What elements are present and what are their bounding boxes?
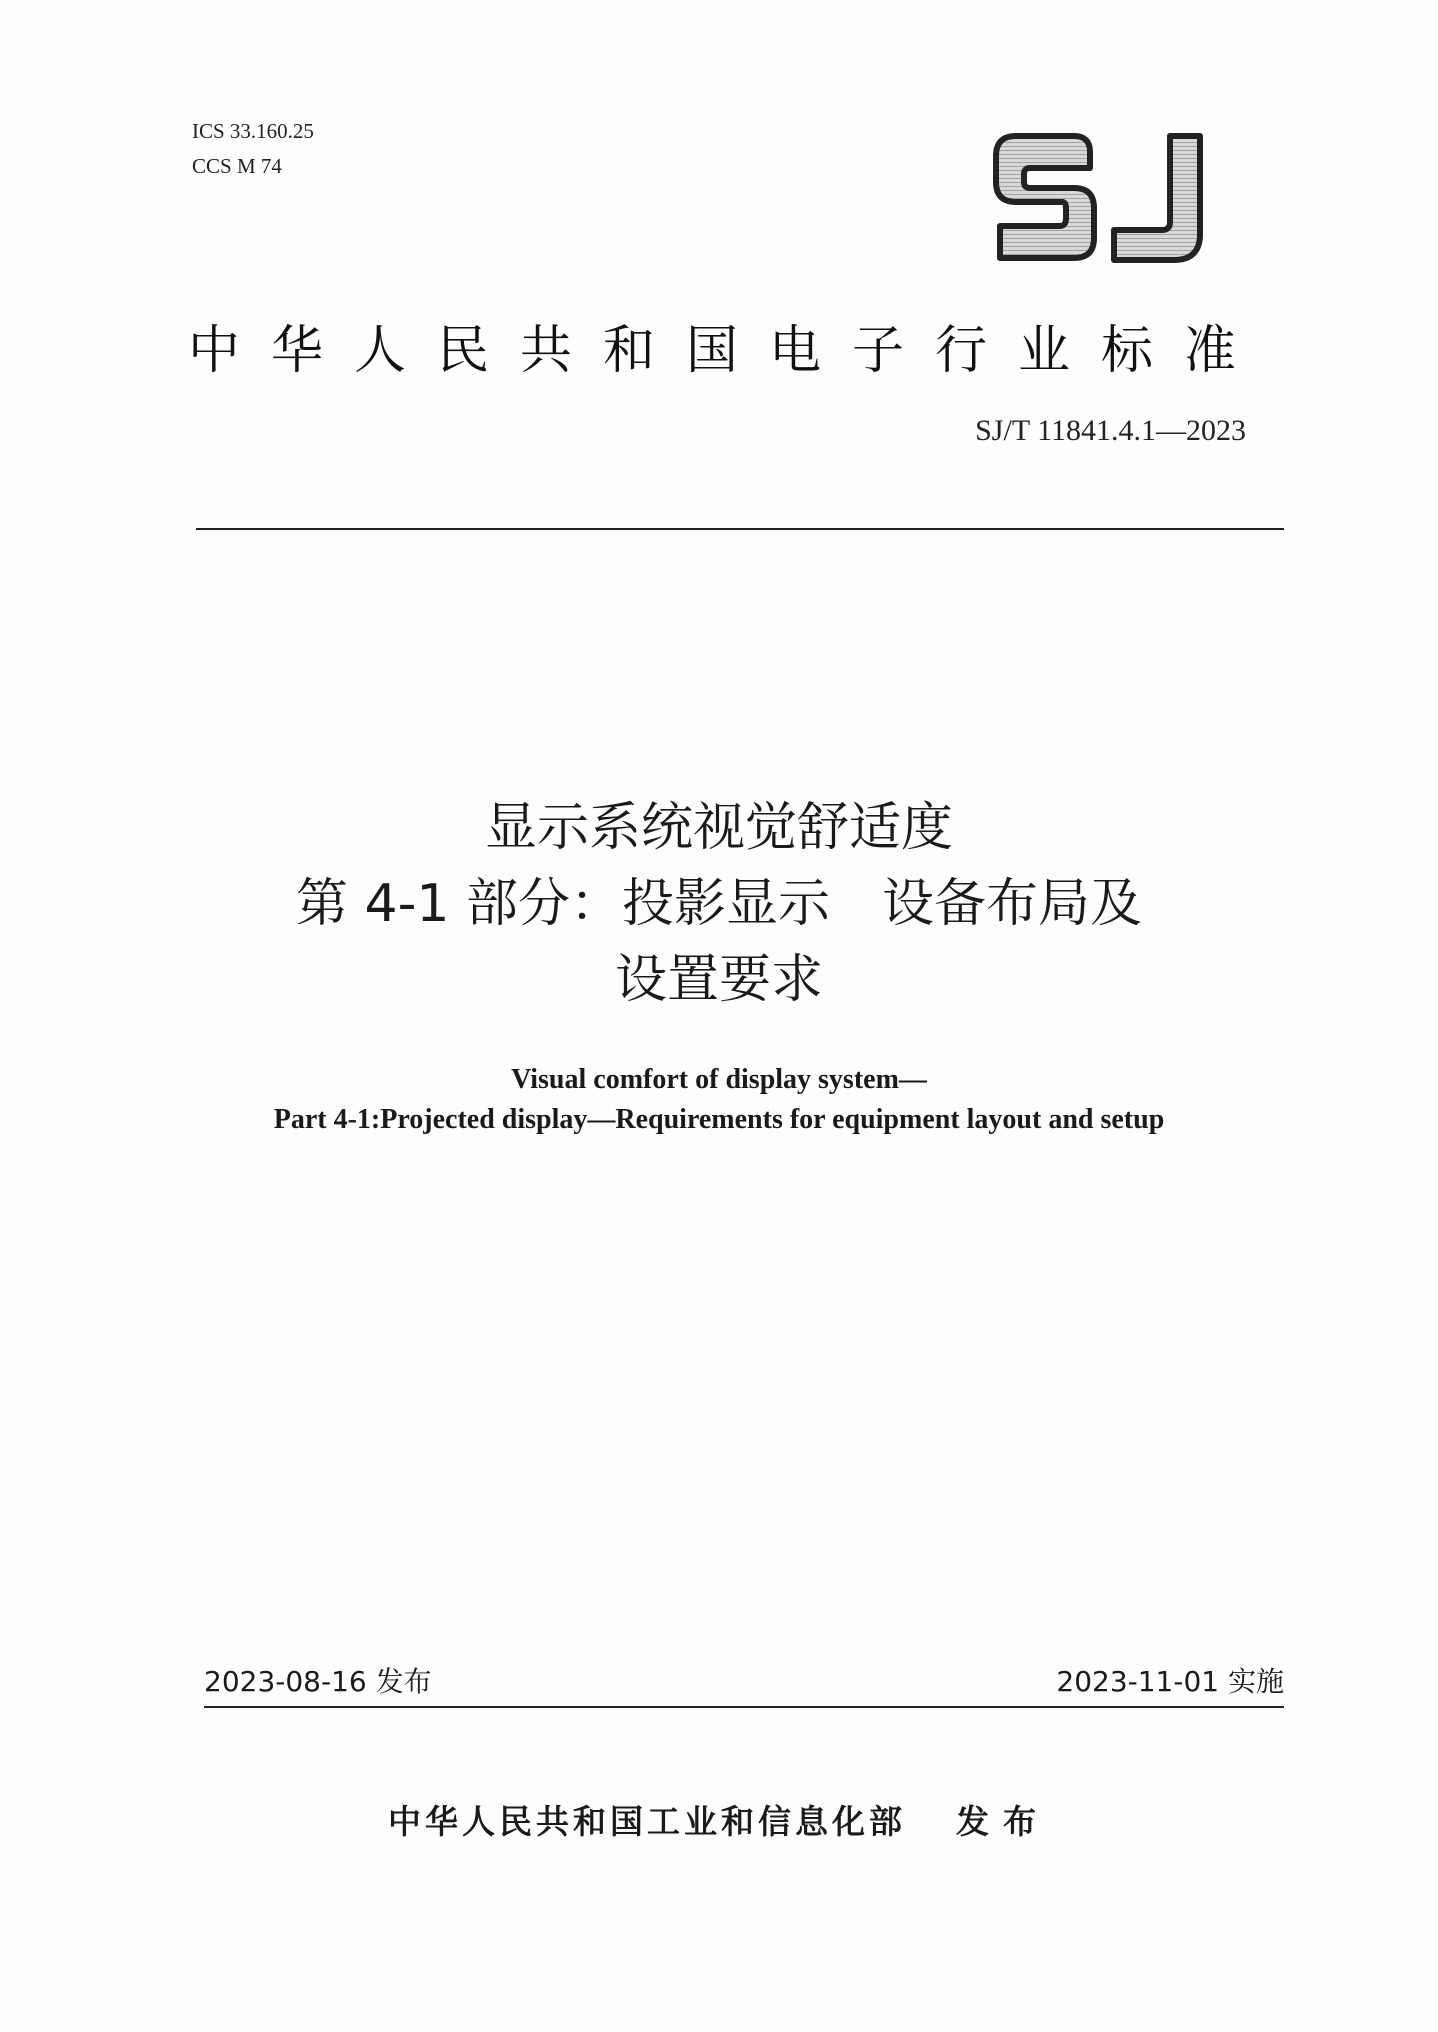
issuer-name: 中华人民共和国工业和信息化部 bbox=[388, 1802, 906, 1841]
chinese-title-line-2: 第 4-1 部分：投影显示 设备布局及 bbox=[296, 874, 1142, 934]
standard-type-heading: 中华人民共和国电子行业标准 bbox=[188, 321, 1268, 381]
logo-letter-s bbox=[996, 136, 1094, 258]
ics-code: ICS 33.160.25 bbox=[192, 119, 314, 143]
sj-logo bbox=[990, 130, 1210, 270]
logo-letter-j bbox=[1114, 136, 1200, 260]
logo-text: SJ bbox=[990, 130, 991, 131]
issue-date: 2023-08-16 发布 bbox=[204, 1665, 432, 1698]
bottom-divider bbox=[204, 1706, 1284, 1708]
chinese-title-line-1: 显示系统视觉舒适度 bbox=[484, 798, 953, 858]
classification-codes bbox=[192, 114, 314, 184]
issuer-action: 发布 bbox=[956, 1802, 1050, 1841]
implementation-date: 2023-11-01 实施 bbox=[1056, 1665, 1284, 1698]
english-title-line-2: Part 4-1:Projected display—Requirements for equipment layout and setup bbox=[273, 1104, 1165, 1135]
chinese-title-line-3: 设置要求 bbox=[614, 950, 823, 1010]
ccs-code: CCS M 74 bbox=[192, 154, 282, 178]
top-divider bbox=[196, 528, 1284, 530]
english-title bbox=[0, 1060, 1438, 1140]
chinese-title bbox=[0, 790, 1438, 1018]
english-title-line-1: Visual comfort of display system— bbox=[511, 1064, 927, 1095]
standard-number: SJ/T 11841.4.1—2023 bbox=[975, 414, 1246, 447]
issuing-authority bbox=[0, 1796, 1438, 1843]
